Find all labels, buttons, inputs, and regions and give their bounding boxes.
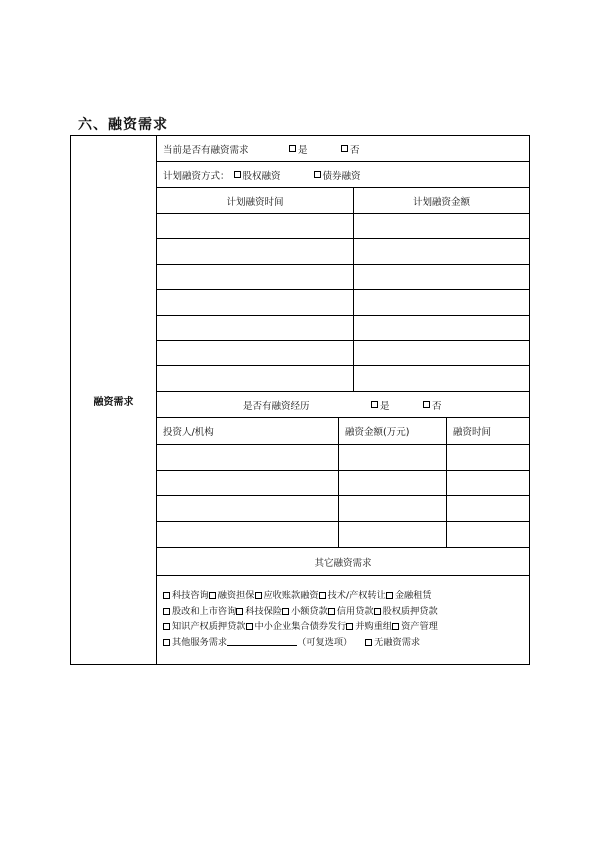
equity-option[interactable] xyxy=(234,168,308,182)
services-checklist xyxy=(157,576,529,664)
plan-time-cell[interactable] xyxy=(157,214,353,238)
plan-table-header xyxy=(157,188,529,214)
checkbox-icon[interactable] xyxy=(341,145,348,152)
other-service-label: 其他服务需求 xyxy=(172,636,228,648)
checkbox-icon[interactable] xyxy=(423,401,430,408)
checkbox-icon[interactable] xyxy=(392,623,399,630)
service-option: 技术/产权转让 xyxy=(327,590,386,601)
need-financing-row xyxy=(157,136,529,162)
plan-amount-cell[interactable] xyxy=(353,239,529,263)
investor-table-row xyxy=(157,522,529,549)
plan-method-row xyxy=(157,162,529,188)
service-option: 科技保险 xyxy=(245,605,283,617)
plan-amount-header: 计划融资金额 xyxy=(353,188,529,213)
services-line-1 xyxy=(163,588,523,604)
checkbox-icon[interactable] xyxy=(163,639,170,646)
plan-table-row xyxy=(157,239,529,264)
plan-time-header: 计划融资时间 xyxy=(226,196,284,208)
investor-table-header xyxy=(157,418,529,445)
equity-label: 股权融资 xyxy=(242,170,281,182)
investor-time-cell[interactable] xyxy=(446,471,529,496)
service-option: 资产管理 xyxy=(401,621,438,632)
service-option: 股权质押贷款 xyxy=(382,605,438,617)
experience-row xyxy=(157,392,529,418)
plan-amount-cell[interactable] xyxy=(353,341,529,365)
plan-table-row xyxy=(157,341,529,366)
checkbox-icon[interactable] xyxy=(374,608,381,615)
plan-amount-cell[interactable] xyxy=(353,265,529,289)
service-option: 金融租赁 xyxy=(394,590,432,601)
plan-time-cell[interactable] xyxy=(157,290,353,314)
plan-table-row xyxy=(157,265,529,290)
multi-select-note: （可复选项） xyxy=(297,636,353,648)
service-option: 股改和上市咨询 xyxy=(172,605,237,617)
other-needs-title: 其它融资需求 xyxy=(314,557,372,569)
plan-amount-cell[interactable] xyxy=(353,316,529,340)
checkbox-icon[interactable] xyxy=(319,592,326,599)
experience-no-label: 否 xyxy=(432,400,442,412)
plan-table-row xyxy=(157,366,529,392)
service-option: 科技咨询 xyxy=(172,590,209,601)
experience-yes-option[interactable] xyxy=(371,398,423,412)
need-no-label: 否 xyxy=(350,144,360,156)
checkbox-icon[interactable] xyxy=(163,608,170,615)
need-no-option[interactable] xyxy=(341,142,360,156)
other-service-blank[interactable] xyxy=(227,636,297,646)
investor-table-row xyxy=(157,445,529,471)
investor-header: 投资人/机构 xyxy=(163,427,214,438)
checkbox-icon[interactable] xyxy=(289,145,296,152)
investor-amount-cell[interactable] xyxy=(338,445,446,470)
no-need-option: 无融资需求 xyxy=(374,636,421,648)
service-option: 并购重组 xyxy=(355,621,393,632)
investor-table-row xyxy=(157,471,529,497)
plan-time-cell[interactable] xyxy=(157,239,353,263)
services-line-2 xyxy=(163,604,523,620)
plan-amount-cell[interactable] xyxy=(353,366,529,391)
service-option: 信用贷款 xyxy=(336,605,374,617)
checkbox-icon[interactable] xyxy=(314,171,321,178)
checkbox-icon[interactable] xyxy=(246,623,253,630)
debt-option[interactable] xyxy=(314,168,361,182)
service-option: 小额贷款 xyxy=(291,605,328,617)
investor-amount-cell[interactable] xyxy=(338,522,446,548)
service-option: 中小企业集合债券发行 xyxy=(254,621,347,632)
experience-no-option[interactable] xyxy=(423,398,442,412)
checkbox-icon[interactable] xyxy=(346,623,353,630)
debt-label: 债券融资 xyxy=(322,170,361,182)
investor-time-cell[interactable] xyxy=(446,522,529,548)
investor-amount-cell[interactable] xyxy=(338,471,446,496)
need-financing-label: 当前是否有融资需求 xyxy=(163,144,249,156)
plan-table-row xyxy=(157,290,529,315)
investor-time-cell[interactable] xyxy=(446,445,529,470)
experience-yes-label: 是 xyxy=(380,400,390,412)
plan-amount-cell[interactable] xyxy=(353,290,529,314)
service-option: 应收账款融资 xyxy=(263,590,319,601)
checkbox-icon[interactable] xyxy=(386,592,393,599)
investor-time-cell[interactable] xyxy=(446,496,529,521)
checkbox-icon[interactable] xyxy=(365,639,372,646)
plan-method-label: 计划融资方式： xyxy=(163,170,230,182)
checkbox-icon[interactable] xyxy=(163,592,170,599)
checkbox-icon[interactable] xyxy=(209,592,216,599)
plan-table-row xyxy=(157,316,529,341)
checkbox-icon[interactable] xyxy=(163,623,170,630)
checkbox-icon[interactable] xyxy=(255,592,262,599)
other-needs-row xyxy=(157,548,529,576)
experience-label: 是否有融资经历 xyxy=(243,400,310,412)
investor-cell[interactable] xyxy=(157,496,338,521)
investor-cell[interactable] xyxy=(157,522,338,548)
need-yes-option[interactable] xyxy=(289,142,341,156)
plan-table-row xyxy=(157,214,529,239)
plan-amount-cell[interactable] xyxy=(353,214,529,238)
investor-cell[interactable] xyxy=(157,471,338,496)
section-title: 六、融资需求 xyxy=(78,117,168,133)
plan-time-cell[interactable] xyxy=(157,341,353,365)
need-yes-label: 是 xyxy=(298,144,308,156)
checkbox-icon[interactable] xyxy=(371,401,378,408)
left-category-label: 融资需求 xyxy=(71,136,157,664)
checkbox-icon[interactable] xyxy=(234,171,241,178)
checkbox-icon[interactable] xyxy=(236,608,243,615)
investor-cell[interactable] xyxy=(157,445,338,470)
plan-time-cell[interactable] xyxy=(157,316,353,340)
investor-table-row xyxy=(157,496,529,522)
plan-time-cell[interactable] xyxy=(157,366,353,391)
investor-amount-cell[interactable] xyxy=(338,496,446,521)
form-body xyxy=(157,136,529,664)
services-line-3 xyxy=(163,619,523,635)
plan-time-cell[interactable] xyxy=(157,265,353,289)
checkbox-icon[interactable] xyxy=(328,608,335,615)
service-option: 融资担保 xyxy=(217,590,255,601)
investor-time-header: 融资时间 xyxy=(446,418,529,444)
investor-amount-header: 融资金额(万元) xyxy=(338,418,446,444)
services-line-4 xyxy=(163,635,523,651)
checkbox-icon[interactable] xyxy=(282,608,289,615)
service-option: 知识产权质押贷款 xyxy=(172,621,246,632)
financing-form xyxy=(70,135,530,665)
